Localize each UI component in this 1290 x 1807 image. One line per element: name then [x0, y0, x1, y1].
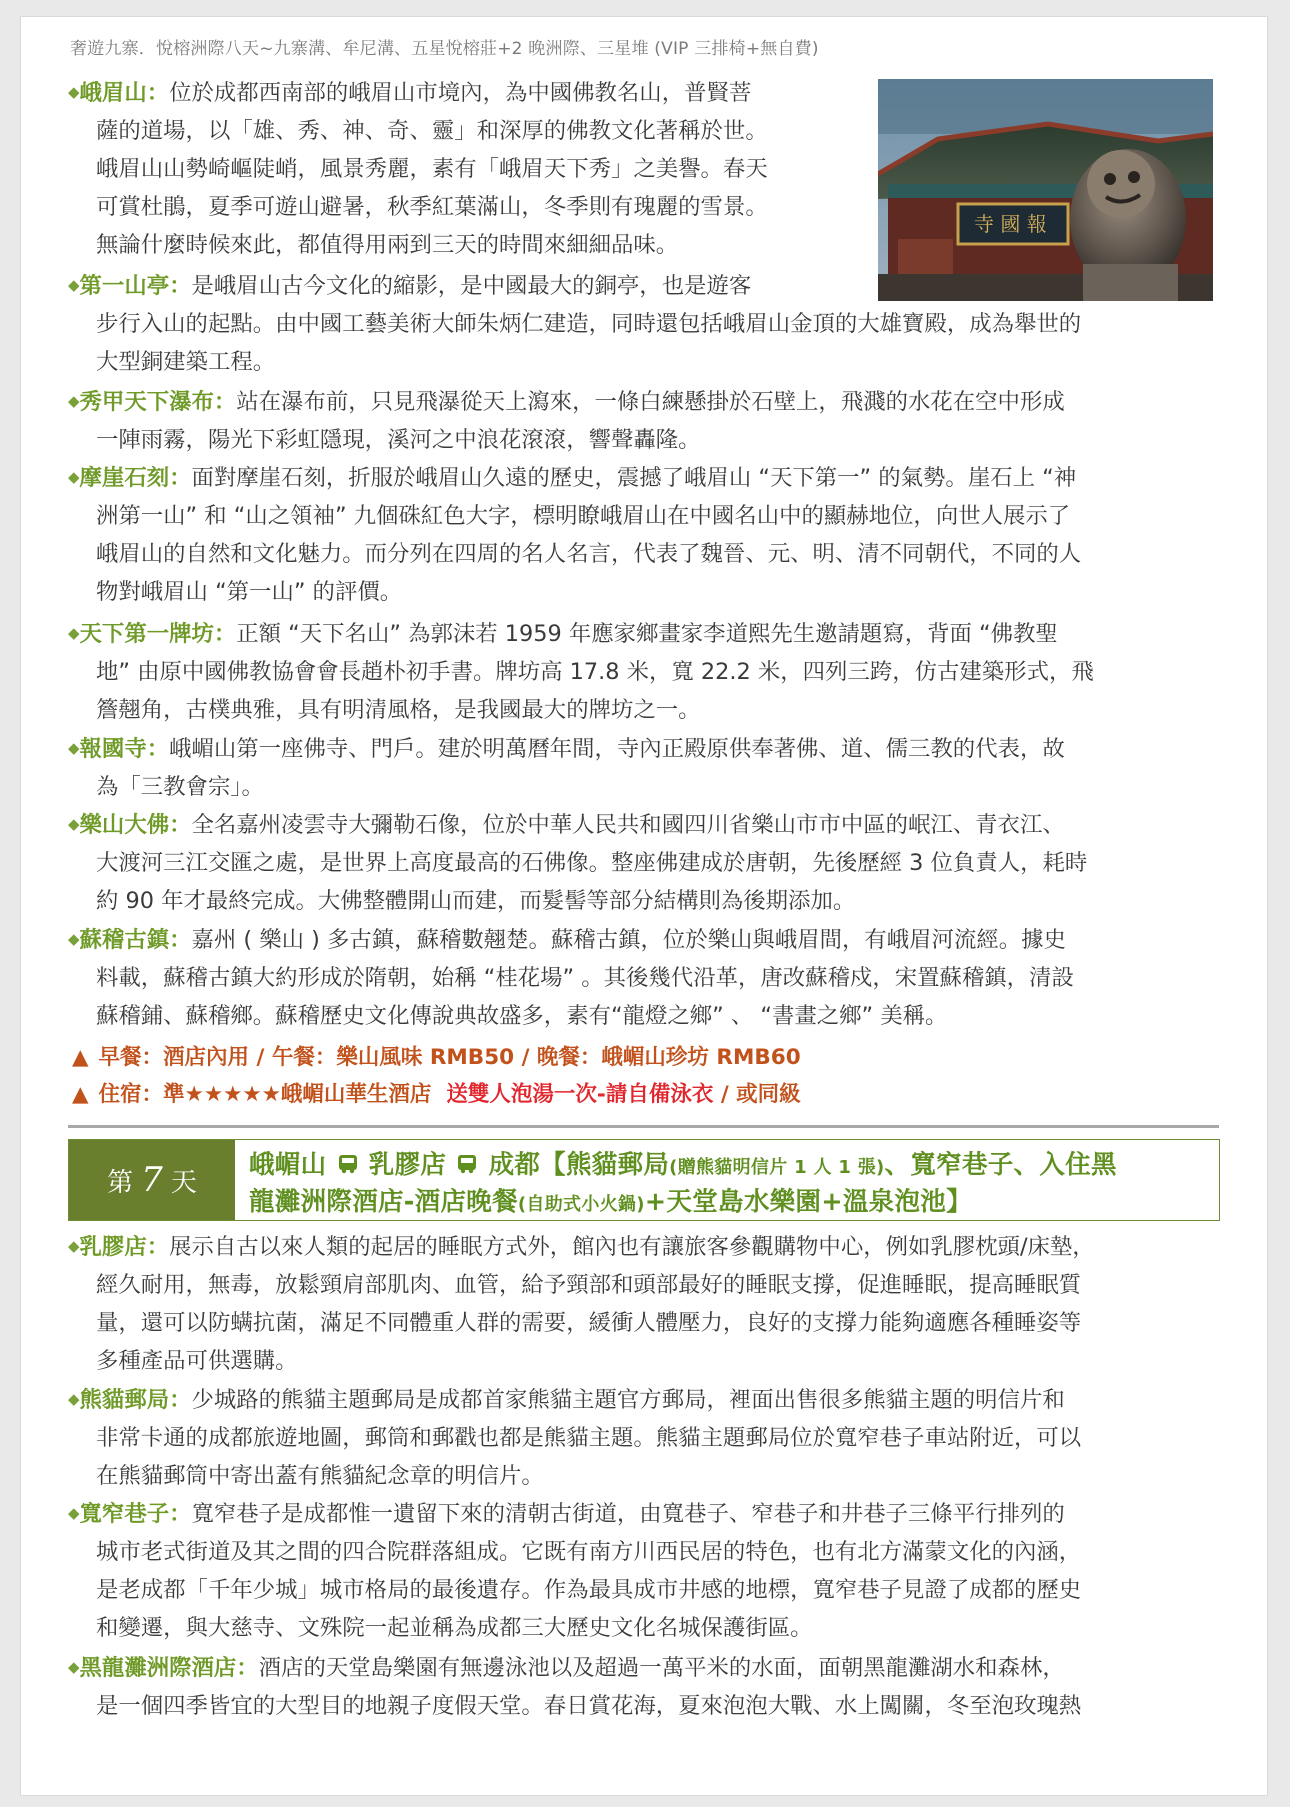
page-header: 奢遊九寨．悅榕洲際八天~九寨溝、牟尼溝、五星悅榕莊+2 晚洲際、三星堆 (VIP 三排椅+無自費)	[70, 39, 819, 59]
item-text-line	[68, 1650, 1065, 1682]
description-text: 位於成都西南部的峨眉山市境內，為中國佛教名山，普賢菩	[169, 80, 752, 106]
description-text: 正額 “天下名山” 為郭沫若 1959 年應家鄉畫家李道熙先生邀請題寫，背面 “佛教聖	[236, 621, 1058, 647]
description-text: 是老成都「千年少城」城市格局的最後遺存。作為最具成市井感的地標，寬窄巷子見證了成都的歷史	[96, 1577, 1082, 1603]
description-text: 和變遷，與大慈寺、文殊院一起並稱為成都三大歷史文化名城保護街區。	[96, 1615, 813, 1641]
description-text: 面對摩崖石刻，折服於峨眉山久遠的歷史，震撼了峨眉山 “天下第一” 的氣勢。崖石上 “神	[191, 465, 1077, 491]
item-text-line	[68, 616, 1058, 648]
description-text: 物對峨眉山 “第一山” 的評價。	[96, 579, 403, 605]
description-text: 全名嘉州凌雲寺大彌勒石像，位於中華人民共和國四川省樂山市市中區的岷江、青衣江、	[191, 812, 1065, 838]
title-colon: ：	[146, 80, 170, 106]
title-colon: ：	[146, 736, 170, 762]
bus-icon	[455, 1153, 479, 1175]
day-number: 7	[141, 1160, 163, 1200]
item-text-line	[68, 1229, 1095, 1261]
description-text: 是一個四季皆宜的大型目的地親子度假天堂。春日賞花海，夏來泡泡大戰、水上闖關，冬至泡玫瑰熱	[96, 1693, 1082, 1719]
item-text-line	[96, 883, 855, 915]
item-text-line	[96, 574, 402, 606]
stay-suffix: / 或同級	[713, 1082, 801, 1107]
temple-photo	[878, 79, 1213, 301]
description-text: 蘇稽鋪、蘇稽鄉。蘇稽歷史文化傳說典故盛多，素有“龍燈之鄉” 、 “書畫之鄉” 美稱。	[96, 1003, 948, 1029]
attraction-title: 黑龍灘洲際酒店	[79, 1655, 237, 1681]
description-text: 站在瀑布前，只見飛瀑從天上瀉來，一條白練懸掛於石壁上，飛濺的水花在空中形成	[236, 389, 1065, 415]
item-text-line	[68, 460, 1076, 492]
item-text-line	[68, 1496, 1065, 1528]
description-text: 非常卡通的成都旅遊地圖，郵筒和郵戳也都是熊貓主題。熊貓主題郵局位於寬窄巷子車站附近，可以	[96, 1425, 1082, 1451]
title-colon: ：	[213, 621, 237, 647]
title-colon: ：	[169, 273, 192, 299]
item-text-line	[68, 268, 751, 300]
description-text: 為「三教會宗」。	[96, 774, 264, 800]
item-text-line	[68, 1382, 1065, 1414]
diamond-bullet-icon: ◆	[68, 83, 80, 101]
title-colon: ：	[169, 812, 192, 838]
description-text: 酒店的天堂島樂園有無邊泳池以及超過一萬平米的水面，面朝黑龍灘湖水和森林，	[258, 1655, 1065, 1681]
item-text-line	[96, 1305, 1081, 1337]
day-route-line-1: 峨嵋山 乳膠店 成都【熊貓郵局(贈熊貓明信片 1 人 1 張)、寬窄巷子、入住黑	[249, 1150, 1117, 1180]
triangle-icon: ▲	[72, 1082, 89, 1107]
description-text: 一陣雨霧，陽光下彩虹隱現，溪河之中浪花滾滾，響聲轟隆。	[96, 427, 701, 453]
description-text: 寬窄巷子是成都惟一遺留下來的清朝古街道，由寬巷子、窄巷子和井巷子三條平行排列的	[191, 1501, 1065, 1527]
description-text: 嘉州 ( 樂山 ) 多古鎮，蘇稽數翹楚。蘇稽古鎮，位於樂山與峨眉間，有峨眉河流經。據史	[191, 927, 1066, 953]
attraction-title: 天下第一牌坊	[79, 621, 214, 647]
item-text-line	[96, 1610, 813, 1642]
triangle-icon: ▲	[72, 1045, 89, 1070]
item-text-line	[68, 922, 1066, 954]
attraction-title: 樂山大佛	[79, 812, 170, 838]
description-text: 可賞杜鵑，夏季可遊山避暑，秋季紅葉滿山，冬季則有瑰麗的雪景。	[96, 194, 768, 220]
item-text-line	[96, 1688, 1081, 1720]
item-text-line	[96, 769, 264, 801]
diamond-bullet-icon: ◆	[68, 739, 80, 757]
title-colon: ：	[213, 389, 237, 415]
day-7-banner	[68, 1139, 1220, 1221]
title-colon: ：	[236, 1655, 259, 1681]
item-text-line	[96, 960, 1074, 992]
item-text-line	[96, 189, 768, 221]
item-text-line	[96, 998, 947, 1030]
title-colon: ：	[169, 927, 192, 953]
item-text-line	[96, 845, 1087, 877]
description-text: 薩的道場，以「雄、秀、神、奇、靈」和深厚的佛教文化著稱於世。	[96, 118, 768, 144]
attraction-title: 秀甲天下瀑布	[79, 389, 214, 415]
description-text: 洲第一山” 和 “山之領袖” 九個硃紅色大字，標明瞭峨眉山在中國名山中的顯赫地位，向世人展示了	[96, 503, 1071, 529]
stay-highlight: 送雙人泡湯一次-請自備泳衣	[446, 1082, 714, 1107]
attraction-title: 峨眉山	[79, 80, 147, 106]
day-label: 第 7 天	[69, 1140, 235, 1220]
diamond-bullet-icon: ◆	[68, 930, 80, 948]
description-text: 無論什麼時候來此，都值得用兩到三天的時間來細細品味。	[96, 232, 679, 258]
description-text: 峨嵋山第一座佛寺、門戶。建於明萬曆年間，寺內正殿原供奉著佛、道、儒三教的代表，故	[169, 736, 1065, 762]
attraction-title: 摩崖石刻	[79, 465, 170, 491]
title-colon: ：	[169, 465, 192, 491]
attraction-title: 蘇稽古鎮	[79, 927, 170, 953]
description-text: 在熊貓郵筒中寄出蓋有熊貓紀念章的明信片。	[96, 1463, 544, 1489]
title-colon: ：	[169, 1501, 192, 1527]
diamond-bullet-icon: ◆	[68, 276, 80, 294]
attraction-title: 第一山亭	[79, 273, 170, 299]
description-text: 料載，蘇稽古鎮大約形成於隋朝，始稱 “桂花場” 。其後幾代沿革，唐改蘇稽戍，宋置蘇稽鎮，清設	[96, 965, 1074, 991]
description-text: 展示自古以來人類的起居的睡眠方式外，館內也有讓旅客參觀購物中心，例如乳膠枕頭/床墊，	[169, 1234, 1095, 1260]
title-colon: ：	[146, 1234, 170, 1260]
description-text: 約 90 年才最終完成。大佛整體開山而建，而髮髻等部分結構則為後期添加。	[96, 888, 856, 914]
svg-text:寺 國 報: 寺 國 報	[974, 212, 1047, 236]
item-text-line	[96, 1267, 1081, 1299]
section-divider	[68, 1125, 1219, 1128]
item-text-line	[68, 75, 751, 107]
description-text: 大渡河三江交匯之處，是世界上高度最高的石佛像。整座佛建成於唐朝，先後歷經 3 位負責人，耗時	[96, 850, 1088, 876]
item-text-line	[96, 227, 678, 259]
diamond-bullet-icon: ◆	[68, 624, 80, 642]
attraction-title: 寬窄巷子	[79, 1501, 170, 1527]
description-text: 步行入山的起點。由中國工藝美術大師朱炳仁建造，同時還包括峨眉山金頂的大雄寶殿，成為舉世的	[96, 311, 1082, 337]
item-text-line	[68, 384, 1065, 416]
item-text-line	[96, 1343, 298, 1375]
attraction-title: 乳膠店	[79, 1234, 147, 1260]
title-colon: ：	[169, 1387, 192, 1413]
attraction-title: 熊貓郵局	[79, 1387, 170, 1413]
bus-icon	[336, 1153, 360, 1175]
diamond-bullet-icon: ◆	[68, 468, 80, 486]
day-route-line-2: 龍灘洲際酒店-酒店晚餐(自助式小火鍋)+天堂島水樂園+溫泉泡池】	[249, 1187, 972, 1217]
item-text-line	[68, 807, 1065, 839]
item-text-line	[96, 113, 768, 145]
description-text: 峨眉山山勢崎嶇陡峭，風景秀麗，素有「峨眉天下秀」之美譽。春天	[96, 156, 768, 182]
item-text-line	[96, 498, 1070, 530]
stay-line	[72, 1077, 801, 1108]
item-text-line	[96, 1420, 1081, 1452]
item-text-line	[96, 151, 768, 183]
item-text-line	[96, 422, 701, 454]
diamond-bullet-icon: ◆	[68, 1504, 80, 1522]
description-text: 是峨眉山古今文化的縮影，是中國最大的銅亭，也是遊客	[191, 273, 752, 299]
diamond-bullet-icon: ◆	[68, 1658, 80, 1676]
item-text-line	[96, 1458, 544, 1490]
diamond-bullet-icon: ◆	[68, 815, 80, 833]
attraction-title: 報國寺	[79, 736, 147, 762]
baoguo-temple-image	[878, 79, 1213, 301]
item-text-line	[96, 1534, 1081, 1566]
diamond-bullet-icon: ◆	[68, 392, 80, 410]
description-text: 多種產品可供選購。	[96, 1348, 298, 1374]
diamond-bullet-icon: ◆	[68, 1237, 80, 1255]
meals-text: 早餐：酒店內用 / 午餐：樂山風味 RMB50 / 晚餐：峨嵋山珍坊 RMB60	[98, 1045, 801, 1070]
description-text: 大型銅建築工程。	[96, 349, 276, 375]
item-text-line	[96, 654, 1094, 686]
item-text-line	[96, 1572, 1081, 1604]
item-text-line	[96, 344, 275, 376]
description-text: 簷翹角，古樸典雅，具有明清風格，是我國最大的牌坊之一。	[96, 697, 701, 723]
item-text-line	[96, 306, 1081, 338]
description-text: 量，還可以防螨抗菌，滿足不同體重人群的需要，緩衝人體壓力，良好的支撐力能夠適應各種睡姿等	[96, 1310, 1082, 1336]
item-text-line	[96, 692, 701, 724]
description-text: 地” 由原中國佛教協會會長趙朴初手書。牌坊高 17.8 米，寬 22.2 米，四列三跨，仿古建築形式，飛	[96, 659, 1094, 685]
description-text: 經久耐用，無毒，放鬆頸肩部肌肉、血管，給予頸部和頭部最好的睡眠支撐，促進睡眠，提高睡眠質	[96, 1272, 1082, 1298]
diamond-bullet-icon: ◆	[68, 1390, 80, 1408]
description-text: 少城路的熊貓主題郵局是成都首家熊貓主題官方郵局，裡面出售很多熊貓主題的明信片和	[191, 1387, 1065, 1413]
description-text: 峨眉山的自然和文化魅力。而分列在四周的名人名言，代表了魏晉、元、明、清不同朝代，不同的人	[96, 541, 1082, 567]
stay-text: 住宿：準★★★★★峨嵋山華生酒店	[98, 1082, 432, 1107]
description-text: 城市老式街道及其之間的四合院群落組成。它既有南方川西民居的特色，也有北方滿蒙文化的內涵，	[96, 1539, 1082, 1565]
item-text-line	[96, 536, 1081, 568]
item-text-line	[68, 731, 1065, 763]
meals-line	[72, 1040, 801, 1071]
